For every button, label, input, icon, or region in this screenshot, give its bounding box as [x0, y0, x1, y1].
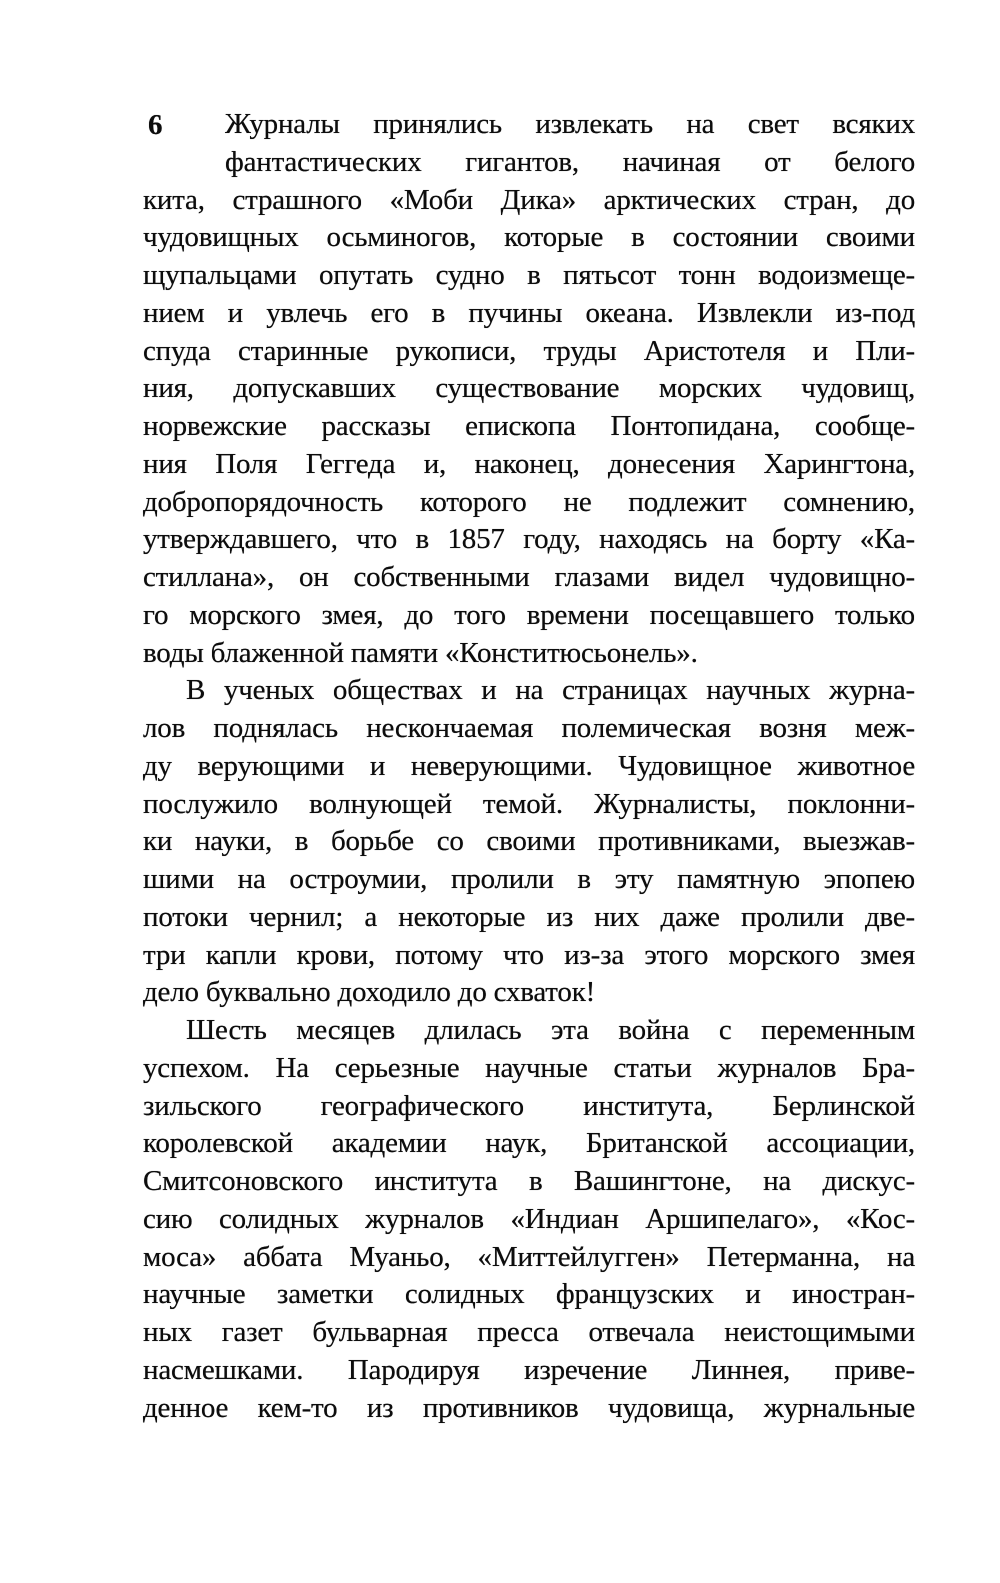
text-line: норвежские рассказы епископа Понтопидана, сообще-	[143, 410, 915, 442]
text-line: кита, страшного «Моби Дика» арктических стран, до	[143, 183, 915, 216]
body-text	[143, 106, 915, 1427]
text-line: чудовищных осьминогов, которые в состоянии своими	[143, 221, 915, 254]
text-line: В ученых обществах и на страницах научных журна-	[186, 674, 915, 707]
text-line: лов поднялась нескончаемая полемическая возня меж-	[143, 712, 915, 744]
text-line: Смитсоновского института в Вашингтоне, на дискус-	[143, 1165, 915, 1197]
text-line: ных газет бульварная пресса отвечала неистощимыми	[143, 1316, 915, 1348]
text-line: потоки чернил; а некоторые из них даже пролили две-	[143, 900, 915, 933]
text-line: воды блаженной памяти «Конститюсьонель».	[143, 636, 698, 669]
text-line: нием и увлечь его в пучины океана. Извлекли из-под	[143, 296, 915, 329]
text-line: ния, допускавших существование морских чудовищ,	[143, 372, 915, 405]
page-number: 6	[148, 109, 163, 141]
text-line: ду верующими и неверующими. Чудовищное животное	[143, 749, 915, 782]
text-line: моса» аббата Муаньо, «Миттейлугген» Петерманна, на	[143, 1240, 915, 1273]
text-line: стиллана», он собственными глазами видел чудовищно-	[143, 561, 915, 593]
text-line: королевской академии наук, Британской ассоциации,	[143, 1127, 915, 1160]
text-line: успехом. На серьезные научные статьи журналов Бра-	[143, 1051, 915, 1084]
text-line: Шесть месяцев длилась эта война с переменным	[186, 1014, 915, 1046]
text-line: три капли крови, потому что из-за этого морского змея	[143, 938, 915, 971]
page-text-block	[143, 106, 915, 1427]
text-line: утверждавшего, что в 1857 году, находясь на борту «Ка-	[143, 523, 915, 556]
text-line: научные заметки солидных французских и иностран-	[143, 1278, 915, 1311]
text-line: ния Поля Геггеда и, наконец, донесения Харингтона,	[143, 447, 915, 480]
text-line: ки науки, в борьбе со своими противниками, выезжав-	[143, 825, 915, 858]
text-line: сию солидных журналов «Индиан Аршипелаго», «Кос-	[143, 1202, 915, 1235]
text-line: шими на остроумии, пролили в эту памятную эпопею	[143, 863, 915, 895]
text-line: зильского географического института, Берлинской	[143, 1089, 915, 1122]
text-line: насмешками. Пародируя изречение Линнея, приве-	[143, 1353, 915, 1386]
text-line: послужило волнующей темой. Журналисты, поклонни-	[143, 787, 915, 820]
text-line: добропорядочность которого не подлежит сомнению,	[143, 485, 915, 518]
text-line: Журналы принялись извлекать на свет всяких	[225, 108, 915, 140]
text-line: го морского змея, до того времени посещавшего только	[143, 598, 915, 631]
text-line: денное кем-то из противников чудовища, журнальные	[143, 1391, 915, 1424]
text-line: дело буквально доходило до схваток!	[143, 976, 596, 1009]
text-line: фантастических гигантов, начиная от белого	[225, 145, 915, 178]
text-line: щупальцами опутать судно в пятьсот тонн водоизмеще-	[143, 259, 915, 291]
text-line: спуда старинные рукописи, труды Аристотеля и Пли-	[143, 334, 915, 367]
